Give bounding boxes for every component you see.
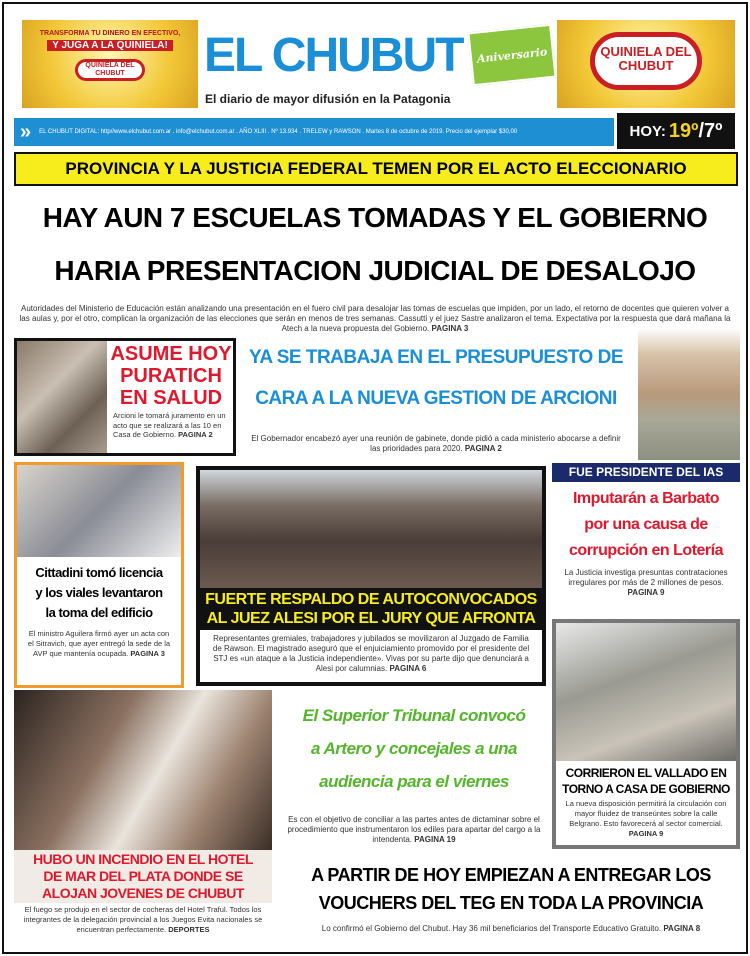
anniversary-badge <box>467 24 556 86</box>
barbato-h3: corrupción en Lotería <box>569 542 723 559</box>
weather-label: HOY: <box>629 122 666 140</box>
fire-h1: HUBO UN INCENDIO EN EL HOTEL <box>33 851 253 867</box>
puratich-body: Arcioni le tomará juramento en un acto que se realizará a las 10 en Casa de Gobierno. PAGINA 2 <box>113 411 226 439</box>
teg-body: Lo confirmó el Gobierno del Chubut. Hay 36 mil beneficiarios del Transporte Educativo Gratuito. PAGINA 8 <box>321 924 701 933</box>
lead-story[interactable] <box>10 194 740 334</box>
top-banner[interactable] <box>14 152 738 186</box>
budget-headline-1: YA SE TRABAJA EN EL PRESUPUESTO DE <box>248 347 623 368</box>
alesi-h2: AL JUEZ ALESI POR EL JURY QUE AFRONTA <box>206 610 536 627</box>
cittadini-story[interactable] <box>14 462 184 688</box>
tagline: El diario de mayor difusión en la Patagonia <box>205 92 451 106</box>
fire-body: El fuego se produjo en el sector de cocheras del Hotel Traful. Todos los integrantes de la delegación provincial a los Juegos Evita nacionales se encuentran perfectamente. DEPORTES <box>23 905 263 934</box>
tribunal-h2: a Artero y concejales a una <box>310 739 518 758</box>
fire-photo <box>14 690 272 850</box>
alesi-body: Representantes gremiales, trabajadores y jubilados se movilizaron al Juzgado de Familia de Rawson. El magistrado aseguró que el enjuiciamiento promovido por el presidente del STJ es «un ataque a la Justicia independiente». Vivas por su parte dijo que denunciará a Alesi por calumnias. PAGINA 6 <box>212 634 530 673</box>
lead-body: Autoridades del Ministerio de Educación están analizando una presentación en el fuero civil para desalojar las tomas de escuelas que impiden, por un lado, el retorno de docentes que quieren volver a las aulas y, por el otro, complican la organización de las elecciones que serán en menos de tres semanas. Cassutti y el juez Sastre analizaron el tema. Expectativa por la respuesta que dará mañana la Atech a la nueva propuesta del Gobierno. PAGINA 3 <box>19 304 731 333</box>
fire-story[interactable] <box>14 690 272 937</box>
temp-max: 19º <box>668 119 699 142</box>
masthead-logo[interactable] <box>204 28 464 84</box>
temp-min: /7º <box>698 119 723 142</box>
chevron-right-icon: » <box>20 120 32 143</box>
barbato-story[interactable] <box>552 463 740 602</box>
barbato-h2: por una causa de <box>584 516 708 533</box>
budget-story[interactable] <box>240 338 632 454</box>
alesi-photo <box>200 470 542 588</box>
lead-headline-2: HARIA PRESENTACION JUDICIAL DE DESALOJO <box>54 255 696 286</box>
puratich-h2: PURATICH <box>120 365 222 387</box>
puratich-h1: ASUME HOY <box>110 343 232 365</box>
info-bar <box>14 118 614 146</box>
ad-left[interactable] <box>22 20 198 108</box>
budget-headline-2: CARA A LA NUEVA GESTION DE ARCIONI <box>255 388 617 409</box>
alesi-h1: FUERTE RESPALDO DE AUTOCONVOCADOS <box>205 591 537 608</box>
budget-body: El Gobernador encabezó ayer una reunión de gabinete, donde pidió a cada ministerio abocarse a definir las prioridades para 2020. PAGINA 2 <box>251 434 621 453</box>
tribunal-h3: audiencia para el viernes <box>319 772 509 791</box>
arcioni-photo <box>638 328 740 460</box>
ad-left-line2: Y JUGA A LA QUINIELA! <box>47 40 173 51</box>
cittadini-h1: Cittadini tomó licencia <box>35 565 163 580</box>
alesi-story[interactable] <box>196 466 546 686</box>
tribunal-h1: El Superior Tribunal convocó <box>302 706 526 725</box>
vallado-story[interactable] <box>552 619 740 849</box>
teg-h1: A PARTIR DE HOY EMPIEZAN A ENTREGAR LOS <box>311 865 711 885</box>
teg-h2: VOUCHERS DEL TEG EN TODA LA PROVINCIA <box>318 893 704 913</box>
barbato-kicker: FUE PRESIDENTE DEL IAS <box>552 463 740 482</box>
weather-box <box>617 113 735 149</box>
cittadini-body: El ministro Aguilera firmó ayer un acta con el Sitravich, que ayer entregó la sede de la AVP que mantenía ocupada. PAGINA 3 <box>27 629 171 658</box>
ad-left-line1: TRANSFORMA TU DINERO EN EFECTIVO, <box>39 30 181 37</box>
cittadini-photo <box>17 465 181 557</box>
vallado-h2: TORNO A CASA DE GOBIERNO <box>562 782 730 796</box>
barbato-h1: Imputarán a Barbato <box>572 490 720 507</box>
tribunal-story[interactable] <box>280 700 548 845</box>
vallado-h1: CORRIERON EL VALLADO EN <box>565 766 727 780</box>
logo-text: EL CHUBUT <box>204 29 463 82</box>
puratich-h3: EN SALUD <box>119 387 223 409</box>
vallado-photo <box>556 623 736 761</box>
anniversary-text: Aniversario <box>476 44 548 66</box>
teg-story[interactable] <box>278 862 744 934</box>
tribunal-body: Es con el objetivo de conciliar a las partes antes de dictaminar sobre el procedimiento que instrumentaron los ediles para apartar del cargo a la intendenta. PAGINA 19 <box>287 815 541 844</box>
cittadini-h2: y los viales levantaron <box>35 585 163 600</box>
vallado-body: La nueva disposición permitirá la circulación con mayor fluidez de transeúntes sobre la calle Belgrano. Esto favorecerá al sector comercial. PAGINA 9 <box>565 799 727 838</box>
fire-h2: DE MAR DEL PLATA DONDE SE <box>43 868 243 884</box>
barbato-body: La Justicia investiga presuntas contrataciones irregulares por más de 2 millones de pesos. PAGINA 9 <box>564 568 728 597</box>
puratich-story[interactable] <box>14 338 236 456</box>
puratich-photo <box>17 341 107 453</box>
ad-right[interactable] <box>557 20 735 108</box>
cittadini-h3: la toma del edificio <box>45 605 153 620</box>
lead-headline-1: HAY AUN 7 ESCUELAS TOMADAS Y EL GOBIERNO <box>42 202 708 233</box>
ad-left-logo: QUINIELA DEL CHUBUT <box>75 59 145 81</box>
fire-h3: ALOJAN JOVENES DE CHUBUT <box>42 885 244 901</box>
info-text: EL CHUBUT DIGITAL: http//www.elchubut.com.ar . info@elchubut.com.ar . AÑO XLIII . Nº 13.934 . TRELEW y RAWSON . Martes 8 de octubre de 2019. Precio del ejemplar $30,00 <box>39 129 518 135</box>
ad-right-logo: QUINIELA DEL CHUBUT <box>590 32 702 90</box>
top-banner-text: PROVINCIA Y LA JUSTICIA FEDERAL TEMEN POR EL ACTO ELECCIONARIO <box>65 159 687 178</box>
